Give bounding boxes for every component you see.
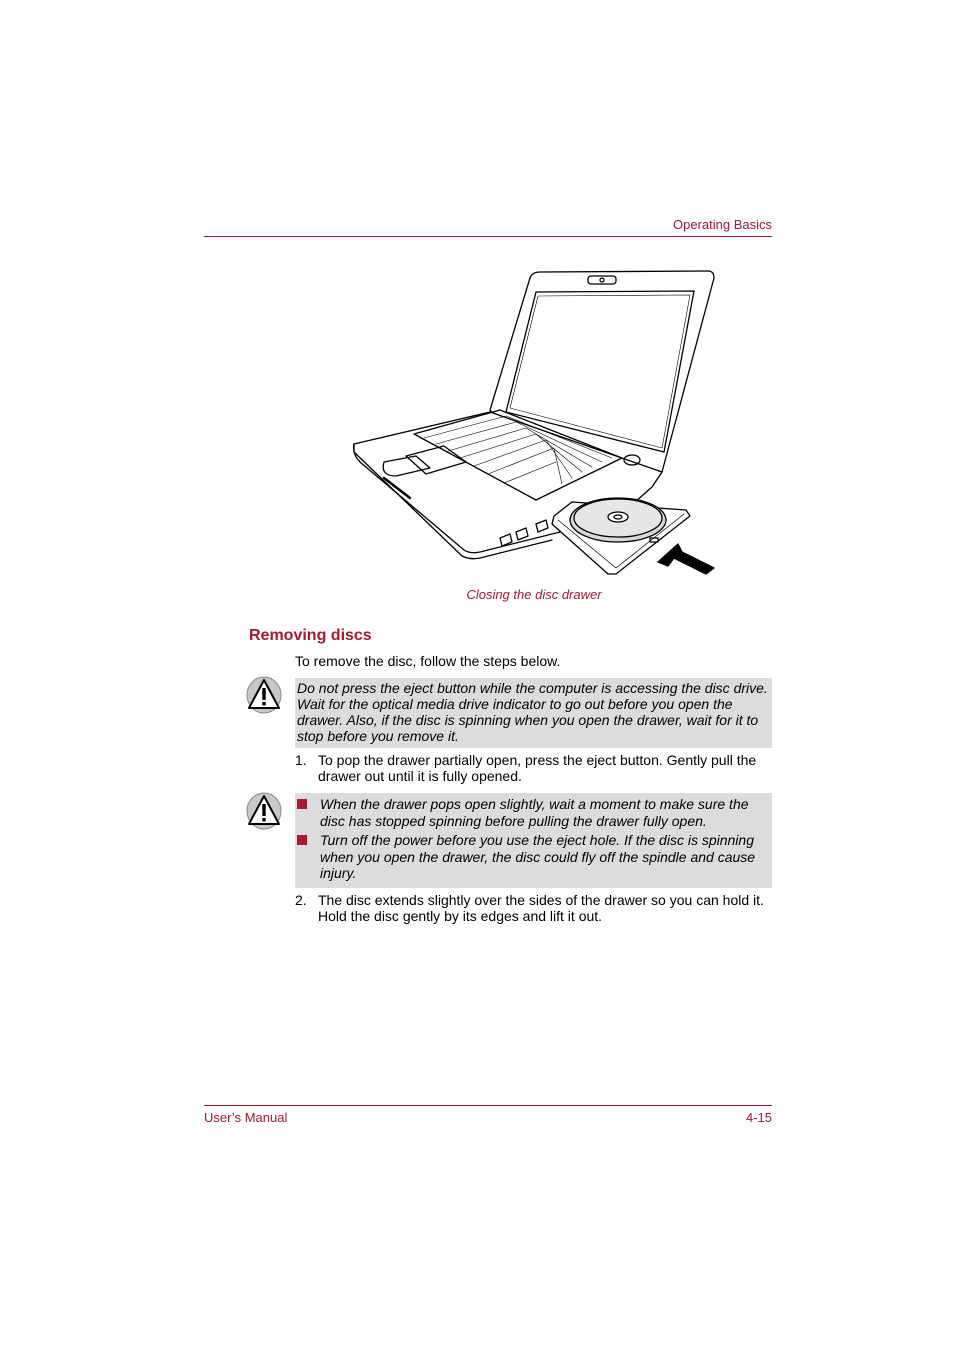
step-item [295, 752, 772, 784]
page-number: 4-15 [745, 1110, 772, 1125]
bullet-item [295, 832, 768, 882]
caution-text: Do not press the eject button while the computer is accessing the disc drive. Wait for the optical media drive indicator to go out before you open the drawer. Also, if the disc is spinning when you open the drawer, wait for it to stop before you remove it. [297, 680, 768, 744]
step-number: 2. [295, 892, 307, 908]
step-text: To pop the drawer partially open, press the eject button. Gently pull the drawer out until it is fully opened. [318, 752, 757, 784]
caution-icon [246, 676, 282, 714]
running-header: Operating Basics [673, 217, 772, 232]
caution-icon [246, 792, 282, 830]
step-text: The disc extends slightly over the sides of the drawer so you can hold it. Hold the disc gently by its edges and lift it out. [318, 892, 764, 924]
caution-box [295, 678, 772, 748]
bullet-square-icon [297, 835, 307, 845]
step-item [295, 892, 772, 924]
bullet-text: When the drawer pops open slightly, wait a moment to make sure the disc has stopped spinning before pulling the drawer fully open. [320, 796, 749, 829]
bullet-text: Turn off the power before you use the eject hole. If the disc is spinning when you open the drawer, the disc could fly off the spindle and cause injury. [320, 832, 756, 881]
footer-rule [204, 1105, 772, 1106]
section-heading: Removing discs [249, 627, 372, 644]
bullet-square-icon [297, 799, 307, 809]
bullet-item [295, 796, 768, 829]
step-number: 1. [295, 752, 307, 768]
figure-caption: Closing the disc drawer [466, 587, 602, 602]
caution-box-bullets [295, 793, 772, 888]
laptop-illustration [340, 262, 730, 582]
header-rule [204, 236, 772, 237]
footer-manual-title: User’s Manual [204, 1110, 288, 1125]
intro-paragraph: To remove the disc, follow the steps below. [295, 653, 561, 669]
